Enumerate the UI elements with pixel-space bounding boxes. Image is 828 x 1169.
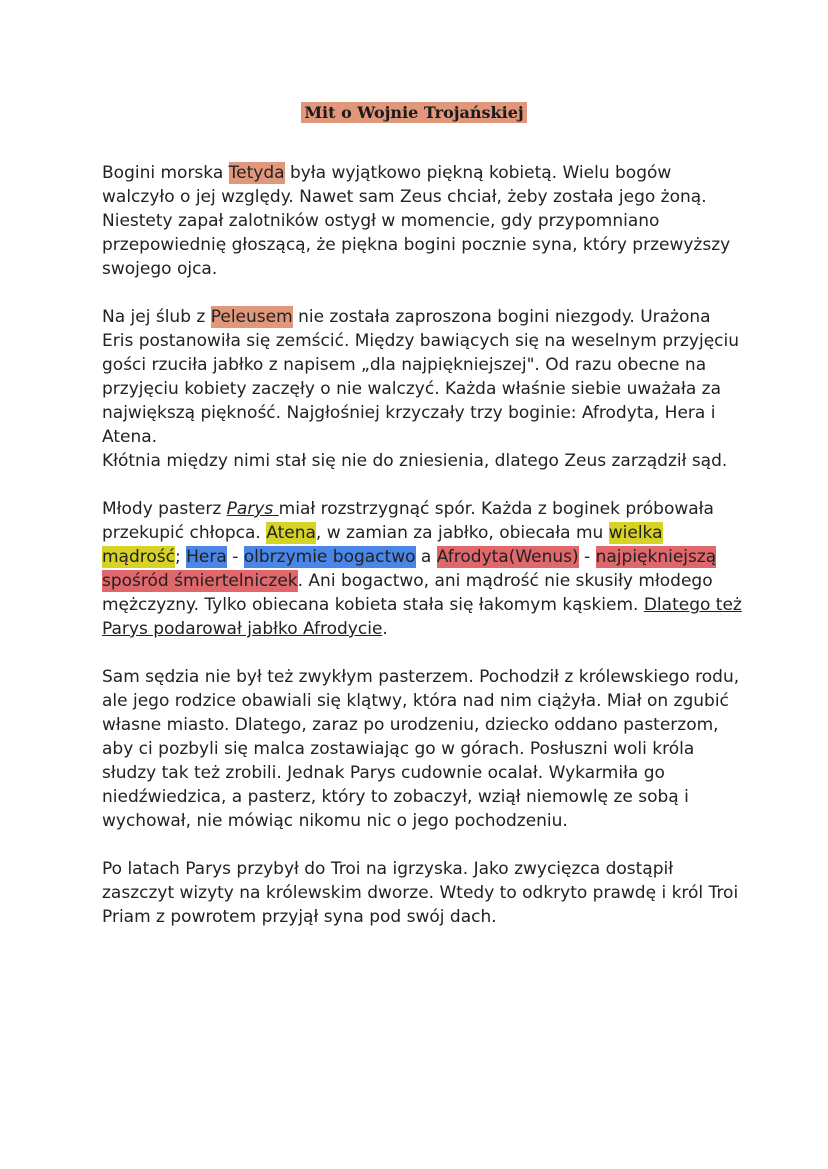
p3-s5: - (226, 547, 244, 567)
p1-text-after: była wyjątkowo piękną kobietą. Wielu bogów walczyło o jej względy. Nawet sam Zeus chciał, żeby została jego żoną. Niestety zapał zalotników ostygł w momencie, gdy przypomniano przepowiednię głoszącą, że piękna bogini pocznie syna, który przewyższy swojego ojca. (102, 163, 731, 279)
highlight-beauty: najpiękniejszą spośród śmiertelniczek (102, 547, 717, 591)
paragraph-3 (102, 497, 742, 641)
document-body (102, 161, 742, 953)
highlight-peleusem: Peleusem (210, 307, 293, 327)
page-title: Mit o Wojnie Trojańskiej (301, 102, 526, 123)
p3-s6: a (415, 547, 437, 567)
title-wrapper (0, 102, 828, 123)
p3-s7: - (578, 547, 596, 567)
p2-text-before: Na jej ślub z (102, 307, 211, 327)
highlight-wisdom: wielka mądrość (102, 523, 663, 567)
highlight-afrodyta: Afrodyta(Wenus) (436, 547, 579, 567)
p3-s3: , w zamian za jabłko, obiecała mu (315, 523, 609, 543)
parys-name: Parys (226, 499, 279, 519)
paragraph-1 (102, 161, 742, 281)
paragraph-2 (102, 305, 742, 473)
p3-s1: Młody pasterz (102, 499, 227, 519)
highlight-tetyda: Tetyda (228, 163, 285, 183)
p3-s8: . Ani bogactwo, ani mądrość nie skusiły młodego mężczyzny. Tylko obiecana kobieta stała się łakomym kąskiem. (102, 571, 713, 615)
p2-text-after: nie została zaproszona bogini niezgody. Urażona Eris postanowiła się zemścić. Między bawiących się na weselnym przyjęciu gości rzuciła jabłko z napisem „dla najpiękniejszej". Od razu obecne na przyjęciu kobiety zaczęły o nie walczyć. Każda właśnie siebie uważała za największą piękność. Najgłośniej krzyczały trzy boginie: Afrodyta, Hera i Atena. (102, 307, 740, 447)
highlight-wealth: olbrzymie bogactwo (243, 547, 416, 567)
paragraph-4: Sam sędzia nie był też zwykłym pasterzem. Pochodził z królewskiego rodu, ale jego rodzice obawiali się klątwy, która nad nim ciążyła. Miał on zgubić własne miasto. Dlatego, zaraz po urodzeniu, dziecko oddano pasterzom, aby ci pozbyli się malca zostawiając go w górach. Posłuszni woli króla słudzy tak też zrobili. Jednak Parys cudownie ocalał. Wykarmiła go niedźwiedzica, a pasterz, który to zobaczył, wziął niemowlę ze sobą i wychował, nie mówiąc nikomu nic o jego pochodzeniu. (102, 667, 740, 831)
p3-s4: ; (175, 547, 187, 567)
p3-s9: . (382, 619, 388, 639)
underlined-gift-sentence: Dlatego też Parys podarował jabłko Afrodycie (102, 595, 742, 639)
highlight-atena: Atena (266, 523, 316, 543)
p2-text-line2: Kłótnia między nimi stał się nie do zniesienia, dlatego Zeus zarządził sąd. (102, 451, 728, 471)
highlight-hera: Hera (186, 547, 227, 567)
p3-s2: miał rozstrzygnąć spór. Każda z boginek próbowała przekupić chłopca. (102, 499, 714, 543)
p1-text-before: Bogini morska (102, 163, 229, 183)
paragraph-5: Po latach Parys przybył do Troi na igrzyska. Jako zwycięzca dostąpił zaszczyt wizyty na królewskim dworze. Wtedy to odkryto prawdę i król Troi Priam z powrotem przyjął syna pod swój dach. (102, 859, 739, 927)
